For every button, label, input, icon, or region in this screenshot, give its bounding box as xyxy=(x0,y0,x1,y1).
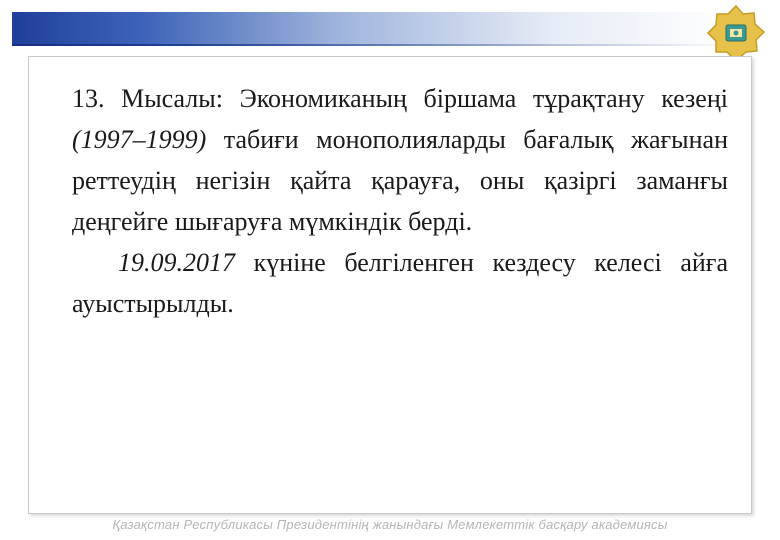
meeting-date: 19.09.2017 xyxy=(118,248,235,277)
footer-academy-name: Қазақстан Республикасы Президентінің жанындағы Мемлекеттік басқару академиясы xyxy=(112,517,668,532)
content-text xyxy=(72,78,728,324)
academy-emblem-icon xyxy=(706,4,766,64)
header-bar xyxy=(12,12,734,46)
paragraph-date-rest: күніне белгіленген кездесу келесі айға ауыстырылды. xyxy=(72,248,728,318)
paragraph-lead: 13. Мысалы: Экономиканың біршама тұрақтану кезеңі xyxy=(72,84,728,113)
period-years: (1997–1999) xyxy=(72,125,207,154)
paragraph-rest: табиғи монополияларды бағалық жағынан реттеудің негізін қайта қарауға, оны қазіргі заманғы деңгейге шығаруға мүмкіндік берді. xyxy=(72,125,728,236)
paragraph-example xyxy=(72,78,728,242)
paragraph-date-example xyxy=(72,242,728,324)
